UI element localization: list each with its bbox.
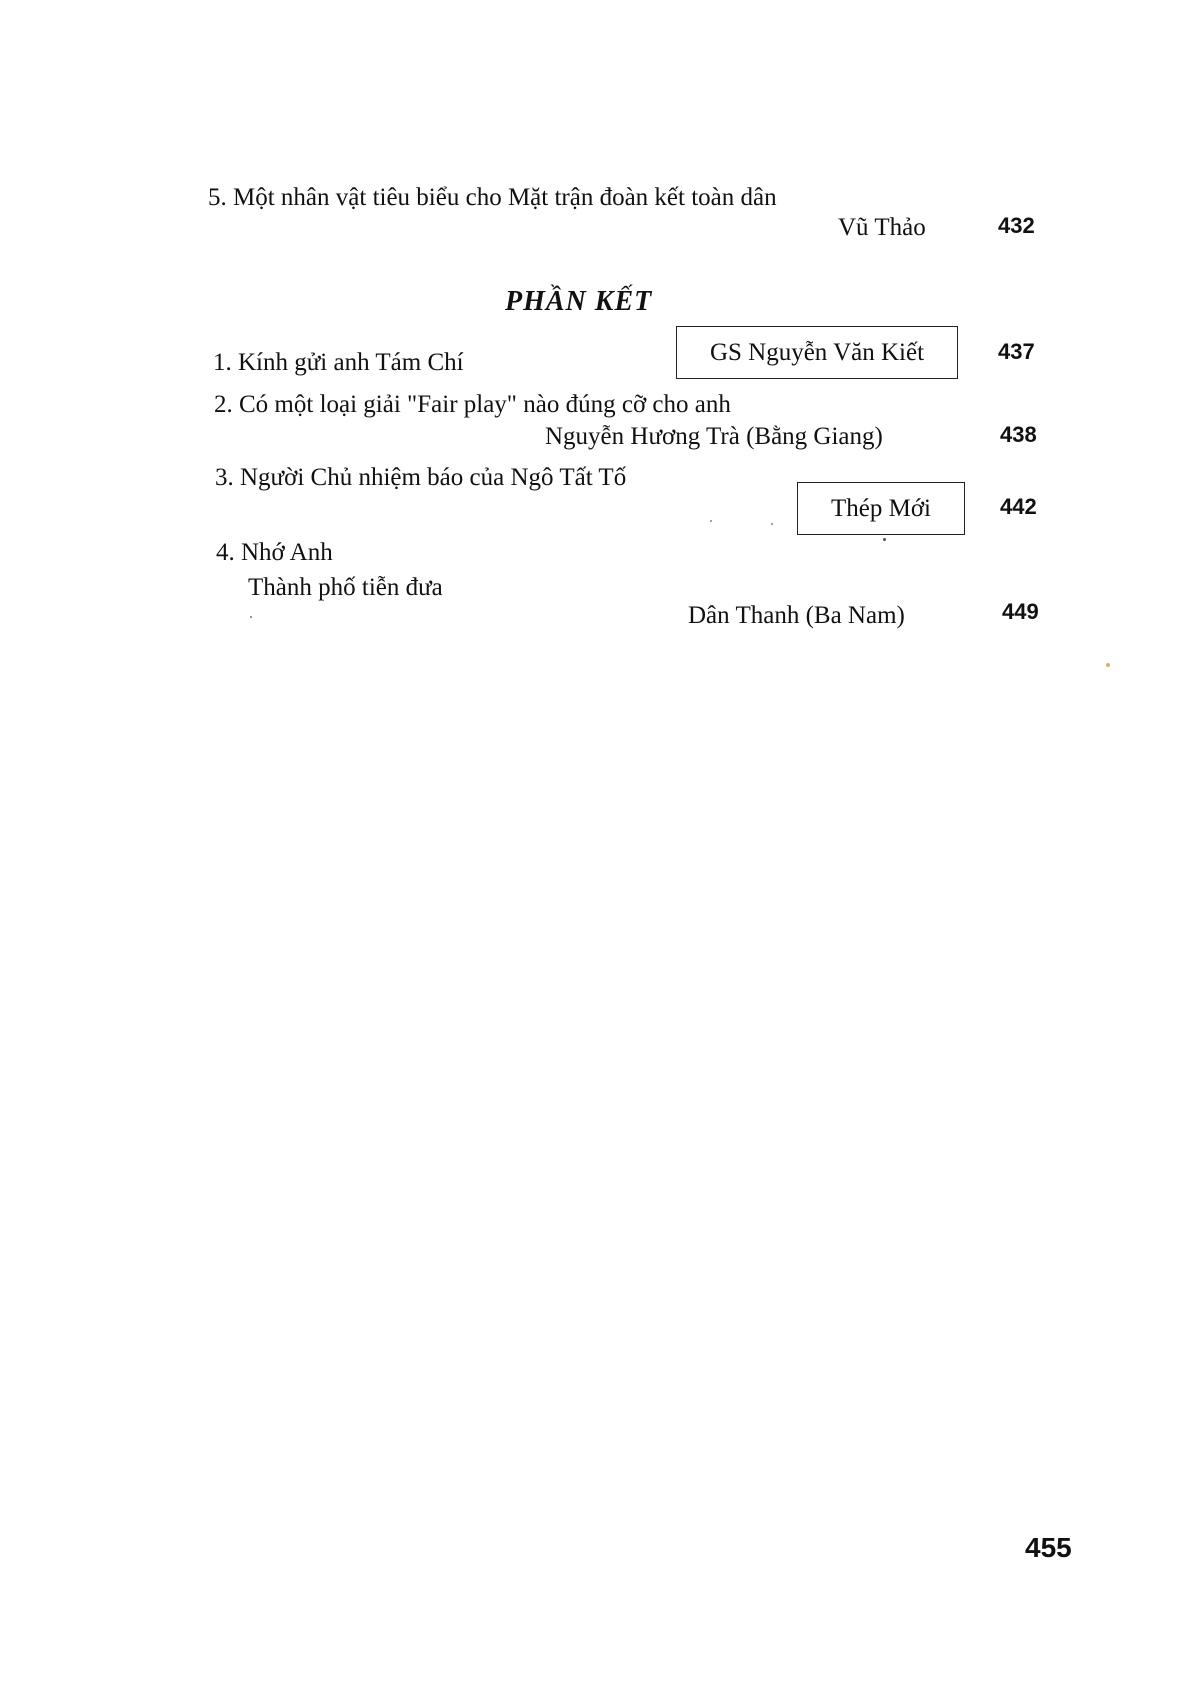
- toc-entry-5-page: 432: [998, 213, 1035, 238]
- toc-item-3-title: 3. Người Chủ nhiệm báo của Ngô Tất Tố: [215, 464, 627, 491]
- toc-item-4-title: 4. Nhớ Anh: [216, 539, 333, 566]
- toc-item-1-author-box: GS Nguyễn Văn Kiết: [676, 326, 958, 379]
- scan-speck: [771, 523, 773, 525]
- section-title: PHẦN KẾT: [505, 286, 653, 317]
- toc-item-3-page: 442: [1000, 494, 1037, 519]
- scan-speck: [883, 538, 886, 541]
- toc-item-4-page: 449: [1002, 599, 1039, 624]
- toc-item-4-subtitle: Thành phố tiễn đưa: [248, 574, 443, 601]
- scan-speck: [1106, 663, 1110, 667]
- toc-item-2-author: Nguyễn Hương Trà (Bằng Giang): [545, 423, 883, 450]
- scan-speck: [710, 520, 712, 522]
- toc-entry-5-author: Vũ Thảo: [838, 214, 926, 241]
- toc-item-1-page: 437: [998, 339, 1035, 364]
- page-number: 455: [1025, 1532, 1072, 1563]
- toc-item-3-author-box: Thép Mới: [797, 482, 965, 535]
- toc-item-2-page: 438: [1000, 422, 1037, 447]
- scan-speck: [250, 616, 252, 618]
- toc-item-2-title: 2. Có một loại giải "Fair play" nào đúng cỡ cho anh: [214, 391, 731, 418]
- toc-item-4-author: Dân Thanh (Ba Nam): [688, 602, 905, 629]
- toc-item-1-title: 1. Kính gửi anh Tám Chí: [213, 349, 464, 376]
- toc-entry-5-title: 5. Một nhân vật tiêu biểu cho Mặt trận đoàn kết toàn dân: [208, 184, 777, 211]
